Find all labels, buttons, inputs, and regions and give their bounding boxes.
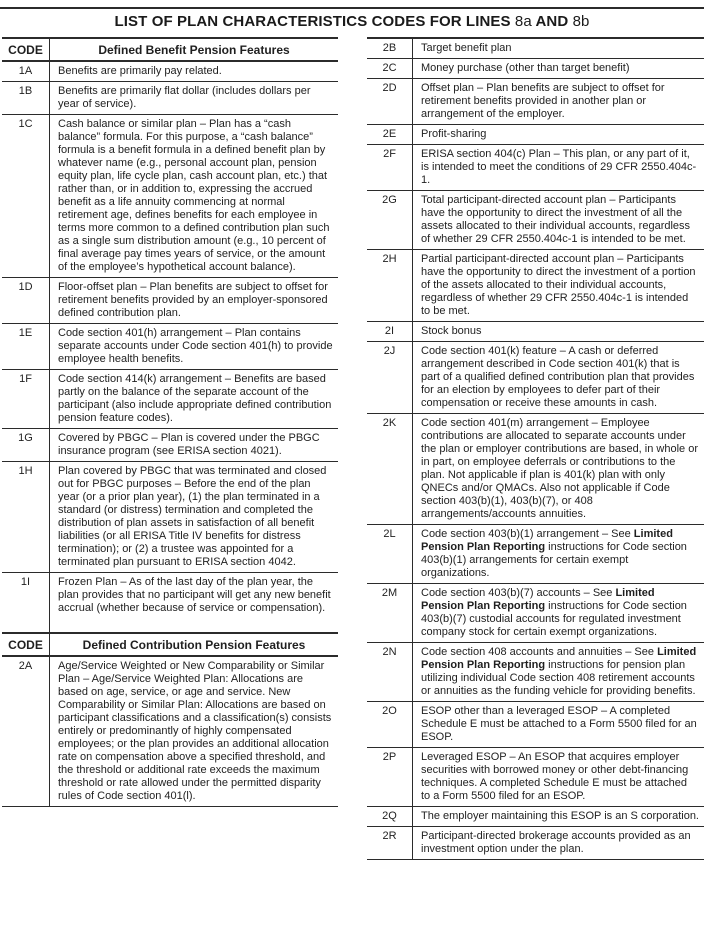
table-row [2, 278, 338, 324]
table-row [2, 62, 338, 82]
text-segment: Code section 403(b)(7) accounts – See [421, 587, 616, 599]
text-segment: instructions for Code section 403(b)(1) arrangements for certain exempt organizations. [421, 541, 687, 579]
plan-description [413, 59, 704, 78]
text-segment: Code section 414(k) arrangement – Benefits are based partly on the balance of the separate account of the participant (also include appropriate defined contribution pension feature codes). [58, 373, 332, 424]
plan-description [413, 79, 704, 124]
table-row [2, 324, 338, 370]
table-header-row [2, 633, 338, 657]
plan-description [413, 250, 704, 321]
table-row [2, 115, 338, 278]
table-row [2, 370, 338, 429]
table-row [367, 584, 704, 643]
plan-code: 1C [2, 115, 50, 277]
text-segment: Offset plan – Plan benefits are subject to offset for retirement benefits provided in another plan or arrangement of the employer. [421, 82, 665, 120]
table-row [367, 414, 704, 525]
text-segment: 8a [514, 13, 532, 30]
table-row [367, 827, 704, 860]
plan-code: 2A [2, 657, 50, 806]
plan-description [413, 748, 704, 806]
table-row [367, 322, 704, 342]
plan-description [413, 125, 704, 144]
plan-code: 1H [2, 462, 50, 572]
bold-phrase: Limited Pension Plan Reporting [421, 646, 697, 671]
table-header-row [2, 39, 338, 62]
text-segment: Floor-offset plan – Plan benefits are subject to offset for retirement benefits provided by an employer-sponsored defined contribution plan. [58, 281, 328, 319]
table-row [2, 462, 338, 573]
plan-description [50, 115, 338, 277]
text-segment: Leveraged ESOP – An ESOP that acquires employer securities with borrowed money or other debt-financing techniques. A completed Schedule E must be attached to a Form 5500 filed for an ESOP. [421, 751, 689, 802]
right-codes-table [367, 37, 704, 860]
plan-code: 2F [367, 145, 413, 190]
page-title [0, 13, 704, 30]
text-segment: Target benefit plan [421, 42, 512, 54]
plan-code: 2H [367, 250, 413, 321]
text-segment: Benefits are primarily flat dollar (includes dollars per year of service). [58, 85, 311, 110]
bold-phrase: Limited Pension Plan Reporting [421, 528, 673, 553]
text-segment: Code section 401(h) arrangement – Plan contains separate accounts under Code section 401(h) to provide employee health benefits. [58, 327, 333, 365]
plan-code: 2G [367, 191, 413, 249]
text-segment: Code section 401(k) feature – A cash or deferred arrangement described in Code section 401(k) that is part of a qualified defined contribution plan that provides for an election by employees to defer part of their compensation or receive these amounts in cash. [421, 345, 695, 409]
plan-description [413, 525, 704, 583]
plan-description [413, 807, 704, 826]
table-row [367, 39, 704, 59]
top-rule-divider [0, 7, 704, 9]
table-row [367, 191, 704, 250]
text-segment: Profit-sharing [421, 128, 487, 140]
plan-description [50, 462, 338, 572]
plan-code: 2O [367, 702, 413, 747]
code-column-header: CODE [2, 634, 50, 655]
table-section [2, 39, 338, 633]
plan-code: 1A [2, 62, 50, 81]
text-segment: ESOP other than a leveraged ESOP – A completed Schedule E must be attached to a Form 5500 filed for an ESOP. [421, 705, 697, 743]
text-segment: Participant-directed brokerage accounts provided as an investment option under the plan. [421, 830, 691, 855]
plan-code: 2L [367, 525, 413, 583]
table-row [367, 145, 704, 191]
text-segment: Benefits are primarily pay related. [58, 65, 222, 77]
table-row [367, 342, 704, 414]
text-segment: Cash balance or similar plan – Plan has a “cash balance” formula. For this purpose, a “cash balance” formula is a benefit formula in a defined benefit plan by whatever name (e.g., personal account plan, pension equity plan, life cycle plan, cash account plan, etc.) that rather than, or in addition to, expressing the accrued benefit as a life annuity commencing at normal retirement age, defines benefits for each employee in terms more common to a defined contribution plan such as a single sum distribution amount (e.g., 10 percent of final average pay times years of service, or the amount of the employee’s hypothetical account balance). [58, 118, 330, 273]
table-row [367, 643, 704, 702]
plan-description [50, 278, 338, 323]
plan-description [413, 39, 704, 58]
plan-code: 2R [367, 827, 413, 859]
table-row [2, 429, 338, 462]
plan-code: 1B [2, 82, 50, 114]
text-segment: ERISA section 404(c) Plan – This plan, or any part of it, is intended to meet the conditions of 29 CFR 2550.404c-1. [421, 148, 697, 186]
plan-code: 1G [2, 429, 50, 461]
text-segment: Partial participant-directed account plan – Participants have the opportunity to direct the investment of a portion of the assets allocated to their individual accounts, regardless of whether 29 CFR 2550.404c-1 is intended to be met. [421, 253, 696, 317]
plan-code: 2B [367, 39, 413, 58]
text-segment: Plan covered by PBGC that was terminated and closed out for PBGC purposes – Before the end of the plan year (or a prior plan year), (1) the plan terminated in a standard (or distress) termination and completed the distribution of plan assets in satisfaction of all benefit liabilities (or all ERISA Title IV benefits for distress termination); or (2) a trustee was appointed for a terminated plan pursuant to ERISA section 4042. [58, 465, 327, 568]
plan-description [413, 827, 704, 859]
text-segment: Code section 408 accounts and annuities – See [421, 646, 658, 658]
table-row [367, 525, 704, 584]
plan-description [50, 573, 338, 632]
text-segment: Total participant-directed account plan – Participants have the opportunity to direct the investment of all the assets allocated to their individual accounts, regardless of whether 29 CFR 2550.404c-1 is intended to be met. [421, 194, 691, 245]
text-segment: Code section 403(b)(1) arrangement – See [421, 528, 634, 540]
plan-description [413, 145, 704, 190]
plan-description [50, 657, 338, 806]
plan-code: 2E [367, 125, 413, 144]
section-title: Defined Benefit Pension Features [98, 43, 290, 57]
table-row [2, 657, 338, 807]
table-row [367, 702, 704, 748]
bold-phrase: AND [531, 13, 573, 30]
plan-code: 2K [367, 414, 413, 524]
plan-code: 2D [367, 79, 413, 124]
table-section [2, 633, 338, 807]
bold-phrase: Limited Pension Plan Reporting [421, 587, 655, 612]
plan-code: 2J [367, 342, 413, 413]
plan-description [413, 342, 704, 413]
text-segment: Code section 401(m) arrangement – Employee contributions are allocated to separate accounts under the plan or employer contributions are based, in whole or in part, on employee deferrals or contributions to the plan. Not applicable if plan is 401(k) plan with only QNECs and/or QMACs. Also not applicable if Code section 403(b)(1), 403(b)(7), or 408 arrangements/accounts annuities. [421, 417, 698, 520]
text-segment: 8b [572, 13, 590, 30]
table-row [2, 82, 338, 115]
plan-description [413, 414, 704, 524]
table-row [367, 59, 704, 79]
text-segment: Stock bonus [421, 325, 482, 337]
text-segment: Frozen Plan – As of the last day of the plan year, the plan provides that no participant will get any new benefit accrual (whether because of service or compensation). [58, 576, 331, 614]
plan-description [413, 322, 704, 341]
plan-description [413, 643, 704, 701]
table-row [367, 807, 704, 827]
plan-description [50, 324, 338, 369]
plan-code: 1I [2, 573, 50, 632]
section-title: Defined Contribution Pension Features [82, 638, 306, 652]
table-row [367, 748, 704, 807]
text-segment: Money purchase (other than target benefit) [421, 62, 630, 74]
text-segment: instructions for Code section 403(b)(7) custodial accounts for regulated investment company stock for certain exempt organizations. [421, 600, 687, 638]
text-segment: The employer maintaining this ESOP is an S corporation. [421, 810, 699, 822]
left-codes-table [2, 37, 338, 807]
table-row [2, 573, 338, 633]
plan-code: 2N [367, 643, 413, 701]
plan-code: 2M [367, 584, 413, 642]
table-row [367, 79, 704, 125]
code-column-header: CODE [2, 39, 50, 60]
plan-code: 2Q [367, 807, 413, 826]
text-segment: Age/Service Weighted or New Comparability or Similar Plan – Age/Service Weighted Plan: Allocations are based on age, service, or age and service. New Comparability or Similar Plan: Allocations are based on participant classifications and a classification(s) consists entirely or predominantly of highly compensated employees; or the plan provides an additional allocation rate on compensation above a specified threshold, and the threshold or additional rate exceeds the maximum threshold or rate allowed under the permitted disparity rules of Code section 401(l). [58, 660, 332, 802]
text-segment: instructions for pension plan utilizing individual Code section 408 retirement accounts or annuities as the funding vehicle for providing benefits. [421, 659, 696, 697]
plan-code: 2C [367, 59, 413, 78]
plan-code: 2P [367, 748, 413, 806]
bold-phrase: LIST OF PLAN CHARACTERISTICS CODES FOR LINES [114, 13, 515, 30]
table-row [367, 250, 704, 322]
plan-description [50, 82, 338, 114]
table-row [367, 125, 704, 145]
plan-description [50, 429, 338, 461]
plan-description [413, 191, 704, 249]
plan-description [413, 702, 704, 747]
plan-description [50, 370, 338, 428]
plan-code: 1F [2, 370, 50, 428]
plan-description [413, 584, 704, 642]
text-segment: Covered by PBGC – Plan is covered under the PBGC insurance program (see ERISA section 4021). [58, 432, 320, 457]
plan-description [50, 62, 338, 81]
plan-code: 1D [2, 278, 50, 323]
plan-code: 2I [367, 322, 413, 341]
plan-code: 1E [2, 324, 50, 369]
